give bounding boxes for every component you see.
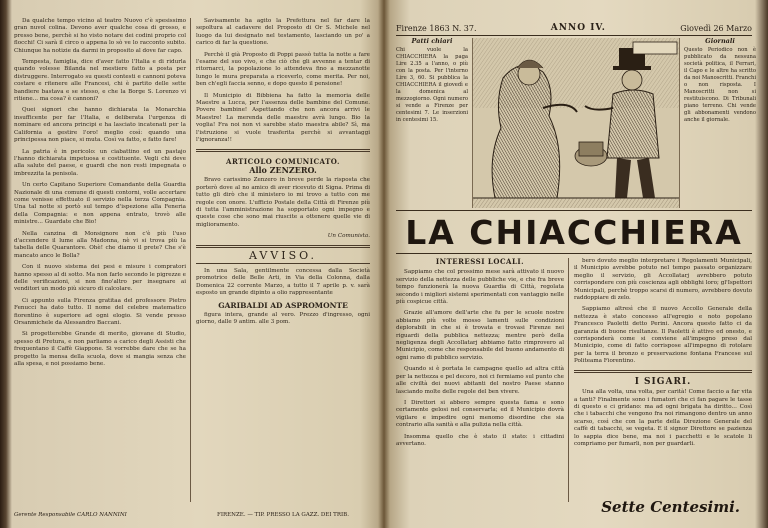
giornali-column xyxy=(684,38,756,124)
avviso-tail: figura intera, grande al vero. Prezzo d'ingresso, ogni giorno, dalle 9 antim. alle 3 pom. xyxy=(196,312,370,326)
paragraph: Sappiamo altresì che il nuovo Accollo Generale della nettezza è stato concesso all'egregio e noto popolano Francesco Paoletti detto Perini. Ancora questo fatto ci da garanzia di buone risultanze. Il Paoletti è attivo ed onesto, e corrisponderà come si conviene all'impegno preso dal Municipio, come di fatto corrispose all'impegno di rotolare per la terra il bronzo e preservazione fontana Francese sul Politeama Fiorentino. xyxy=(574,306,752,365)
left-column-b xyxy=(196,18,370,331)
paragraph: Da qualche tempo vicino al teatro Nuovo c'è spesissimo gran nuvol colina. Devono aver qualche cosa di grosso, e presso bene, perchè si ho visto notare dei codini proprio col flocchi! Ci sarà il circo o appena lo sò ve lo racconto subito. Chiunque ha notizie da darmi in proposito al dove far capo. xyxy=(14,18,186,54)
paragraph: Quei signori che hanno dichiarata la Monarchia insufficente per far l'Italia, e deliberata l'urgenza di nominare ed ancora principi e ha lasciato incatenati per la California a gestire l'oro! meglio così: quando una principessa non piace, si muta. Così va fatto, e fatto fare! xyxy=(14,107,186,144)
sigari-body: Una alla volta, una volta, per carità! Come faccio a far vita a tanti? Finalmente sono i fumatori che ci fan pagare le tasse di questo e ci gridano: ma ad ogni brigata ha diritto... Così che i tabacchi che vengono fra noi rimangono dentro un anno scarso, così che con la parte della Direzione Generale del caffè di tabacchi, se vegeta. E il signor Direttore se pazienza lo sappia dice bene, ma noi i pacchetti e le scatole li compriamo per fumarli, non per guardarli. xyxy=(574,389,752,447)
paragraph: Nella canzina di Monsignore non c'è più l'uso d'accendere il lume alla Madonna, nè vi si trova più la tabella delle Quarantore. Ohè! che diamo il prete? Che s'è mancato anco le Bolla? xyxy=(14,230,186,259)
articolo-heading: ARTICOLO COMUNICATO. xyxy=(226,156,340,166)
section-divider xyxy=(574,370,752,373)
giornali-heading: Giornali xyxy=(705,37,735,45)
interessi-heading: INTERESSI LOCALI. xyxy=(435,257,525,266)
cartoon-illustration xyxy=(472,38,680,208)
column-rule xyxy=(568,258,569,502)
paragraph: Insomma quello che è stato il stato: i cittadini avvertano. xyxy=(396,433,564,447)
avviso-body: In una Sala, gentilmente concessa dalla Società promotrice delle Belle Arti, in Via della Colonna, dalla Domenica 22 corrente Marzo, a tutto il 7 aprile p. v. sarà esposto un grande dipinto a olio rappresentante xyxy=(196,267,370,297)
paragraph: Si progetterebbe Grande di merito, giovane di Studio, spesso di Pretura, e non parliamo a carico degli Assisti che frequentano il Caffè Giappone. Si vorrebbe dare che se ha progetto la mensa della scuola, dove si mangia senza che alla spesa, e noi possiamo bene. xyxy=(14,331,186,368)
cartoon-drawing xyxy=(473,38,680,208)
issue-number: ANNO IV. xyxy=(550,23,606,33)
paragraph: Tempesta, famiglia, dice d'aver fatto l'Italia e di ridurla quando volesse Bilanda nel mestiere fatto a posta per distruggere. Interrogato su questi contesti e cannoni poteva costare e ritenere alle Francesi, chi è partito delle sette bandiere bastava e se stesso, e che la Borge S. Lorenzo vi ritiene... ma cosa? è cannoni? xyxy=(14,59,186,103)
paragraph: Il Municipio di Bibbiena ha fatto la memoria delle Maestre a Lucca, per l'assenza delle bambine del Comune. Povere bambine! Aspettando che non ancora arrivi le Maestre! La merenda delle maestre avrà lungo. Bio la voglia! Fra noi non vi sarebbe stato maestra abile? Sì, ma l'istruzione si vuole trasferita perchè si avvantaggi l'ignoranza!! xyxy=(196,92,370,144)
paragraph: Sappiamo che col prossimo mese sarà attivato il nuovo servizio della nettezza delle pubbliche vie, e che fra breve tempo funzionerà la nuova Guardia di Città, regolata secondo i migliori sistemi sperimentati con vantaggio nelle più cospicue città. xyxy=(396,269,564,306)
paragraph: Con il nuovo sistema dei pesi e misure i compratori hanno spesso al di sotto. Ma non farlo secondo le pigrezze e delle verificazioni, si non fino'altro per insegnare ai venditori un modo più sicuro di calcolare. xyxy=(14,264,186,293)
sigari-heading: I SIGARI. xyxy=(634,376,692,387)
giornali-body: Questo Periodico non è pubblicato da nessuna società politica, il Ferrari, il Capo e le altre ha scritto da noi Manoscritti. Franchi o non risposta. I Manoscritti non si restituiscono. Di Tribunali piano terreno. Chi vende gli abbonamenti vendono anche il giornale. xyxy=(684,47,756,123)
paragraph: Savisamente ha agito la Prefettura nel far dare la sepoltura al cadavere del Proposto di Or S. Michele nel luogo da lui designato nel testamento, lasciando un po' a carico di far la questione. xyxy=(196,18,370,47)
zenzero-heading: Allo ZENZERO. xyxy=(249,164,317,175)
newspaper-title-bar xyxy=(396,210,752,254)
paragraph: La patria è in pericolo: un ciabattino ed un pastajo l'hanno dichiarata impetuosa e costituente. Vegli chi deve alla salute del paese, e guardi che non resti impegnata o imbrezzita la penisola. xyxy=(14,148,186,177)
paragraph: I Direttori si abbero sempre questa fama e sono certamente gelosi nel conservarla; ed il Municipio dovrà vigilare e impedire ogni menomo disordine che sia contrario alla sanità e alla pulizia nella città. xyxy=(396,399,564,429)
left-page xyxy=(12,8,374,520)
masthead-rule xyxy=(396,35,752,36)
paragraph: bero dovuto meglio interpretare i Regolamenti Municipali, il Municipio avrebbe potuto nel tempo passato organizzare meglio il servizio, gli Accollatarj avrebbero potuto corrispondere con più coscienza agli obblighi loro; gl'Ispettori Municipali, perchè troppo scarsi di numero, avrebbero dovuto raddoppiare di zelo. xyxy=(574,258,752,302)
divider xyxy=(196,263,370,264)
avviso-heading: AVVISO. xyxy=(248,248,318,262)
price-text: Sette Centesimi. xyxy=(601,498,740,516)
right-column-b xyxy=(574,258,752,452)
tipografia-footer: FIRENZE. — TIP. PRESSO LA GAZZ. DEI TRIB. xyxy=(217,512,349,518)
paragraph: Un certo Capitano Superiore Comandante della Guardia Nazionale di una comune di questi contorni, volle accertare come venisse effettuato il servizio nella terza Compagnia. Una tal notte si portò sul tempo d'ispezione alla Feneria della Compagnia: e non appena entrato, trovò alle ministre... Guardate che Bio! xyxy=(14,182,186,226)
paragraph: Quando si è portata le campagne quello ad altra città per la nettezza e pel decoro, noi ci fermiamo sul punto che alle civiltà dei nuovi abitanti del nostro Paese stanno lasciando molte delle regole del ben vivere. xyxy=(396,366,564,395)
paragraph: Grazie all'amore dell'arte che fu per le scuole nostre abbiamo più volte mosso lamenti sulle condizioni deplorabili in che si è trovata e trovasi Firenze nei riguardi della pubblica nettezza; mentre però della negligenza degli Accollatarj abbiamo fatto rimprovero al Municipio, come che responsabile del buono andamento di ogni ramo di pubblico servizio. xyxy=(396,310,564,361)
patti-chiari-column xyxy=(396,38,468,124)
column-rule xyxy=(190,18,191,502)
section-divider xyxy=(196,149,370,152)
day-line: Giovedì 26 Marzo xyxy=(680,23,752,33)
zenzero-body: Bravo carissimo Zenzero in breve perde la risposta che porterò dove al no amico di aver ricevuto di Signa. Prima di tutto gli dirò che il ministero io mi trovo a tutto con me regole con onore. L'ufficio Postale della Città di Firenze più di tutta l'amministrazione ha sopportato ogni impegno e queste cose che sono mai riuscite a ottenere quelle vie di miglioramento. xyxy=(196,177,370,228)
paragraph: Ci appunto sulla Firenza gratitaa del professore Pietro Fenucci ha dato tutto. Il nome del celebre matematico fiorentino è superiore ad ogni elogio. Si vende presso Orsanmichele da Alessandro Baccani. xyxy=(14,297,186,327)
patti-heading: Patti chiari xyxy=(411,37,453,45)
garibaldi-title: GARIBALDI AD ASPROMONTE xyxy=(218,300,348,310)
section-divider xyxy=(196,245,370,248)
signature-text: Un Comunista. xyxy=(327,233,370,240)
newspaper-title: LA CHIACCHIERA xyxy=(405,212,743,252)
gerente-footer: Gerente Responsabile CARLO NANNINI xyxy=(14,512,127,518)
date-line: Firenze 1863 N. 37. xyxy=(396,23,477,33)
masthead-row xyxy=(396,22,752,34)
right-column-a xyxy=(396,258,564,452)
left-column-a xyxy=(14,18,186,372)
right-page xyxy=(392,8,756,520)
paragraph: Perchè il già Proposto di Poppi passò tutta la notte a fare l'esame del suo vivo, e che ciò che gli avvenne a tentar di ritornarci, la popolazione lo attendeva fino a mezzanotte lungo le mura preparata a riceverlo, come merita. Per noi, ben ch'egli faccia senno, e dopo questo il pensione! xyxy=(196,51,370,88)
patti-body: Chi vuole la CHIACCHIERA la paga Lire 2.35 a l'anno, o più con la posta. Per l'interno Lire 3, 60. Si pubblica la CHIACCHIERA il giovedì e la domenica al mezzogiorno. Ogni numero si vende a Firenze per centesimi 7. Le inserzioni in centesimi 15. xyxy=(396,47,468,123)
